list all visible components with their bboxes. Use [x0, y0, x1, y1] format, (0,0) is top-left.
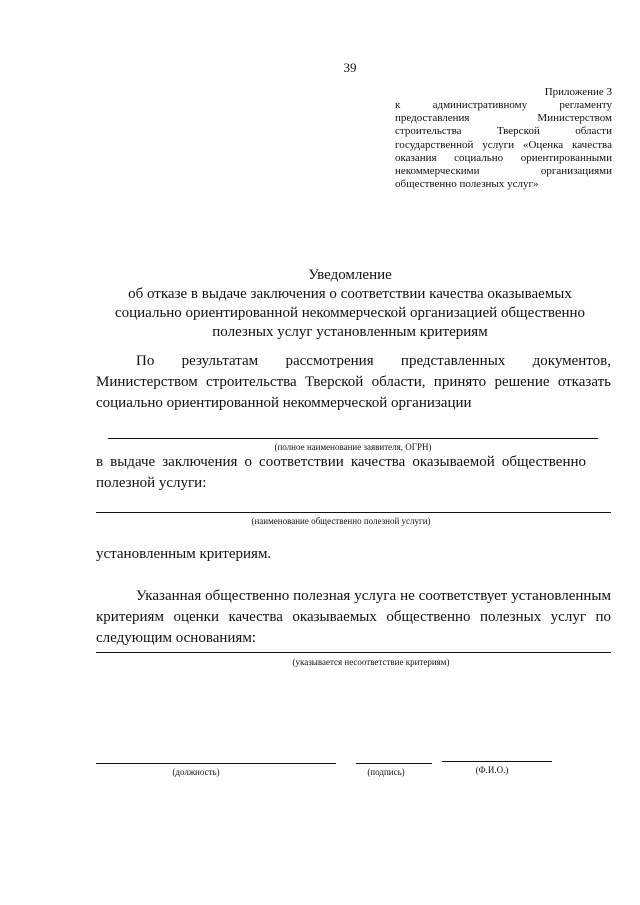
- signature-line: [356, 763, 432, 764]
- grounds-paragraph: Указанная общественно полезная услуга не соответствует установленным критериям оценки качества оказываемых общественно полезных услуг по следующим основаниям:: [96, 588, 611, 646]
- applicant-caption: (полное наименование заявителя, ОГРН): [274, 442, 432, 452]
- service-fill-line: [96, 512, 611, 513]
- issuance-paragraph: в выдаче заключения о соответствии качества оказываемой общественно полезной услуги:: [96, 454, 586, 491]
- position-line: [96, 763, 336, 764]
- criteria-fill-line: [96, 652, 611, 653]
- notice-title: Уведомление: [308, 267, 392, 283]
- signature-caption: (подпись): [367, 767, 405, 777]
- notice-subtitle: об отказе в выдаче заключения о соответствии качества оказываемых социально ориентированной некоммерческой организацией общественно полезных услуг установленным критериям: [114, 286, 586, 340]
- service-caption: (наименование общественно полезной услуги): [251, 516, 431, 526]
- fio-caption: (Ф.И.О.): [475, 765, 509, 775]
- criteria-paragraph: установленным критериям.: [96, 546, 272, 562]
- page-number: 39: [343, 60, 357, 75]
- appendix-title: Приложение 3: [544, 86, 612, 98]
- decision-paragraph: По результатам рассмотрения представленных документов, Министерством строительства Тверской области, принято решение отказать социально ориентированной некоммерческой организации: [96, 353, 611, 411]
- position-caption: (должность): [172, 767, 220, 777]
- appendix-body: к административному регламенту предоставления Министерством строительства Тверской области государственной услуги «Оценка качества оказания социально ориентированными некоммерческими организациями общественно полезных услуг»: [395, 99, 612, 191]
- criteria-caption: (указывается несоответствие критериям): [292, 657, 450, 667]
- fio-line: [442, 761, 552, 762]
- applicant-fill-line: [108, 438, 598, 439]
